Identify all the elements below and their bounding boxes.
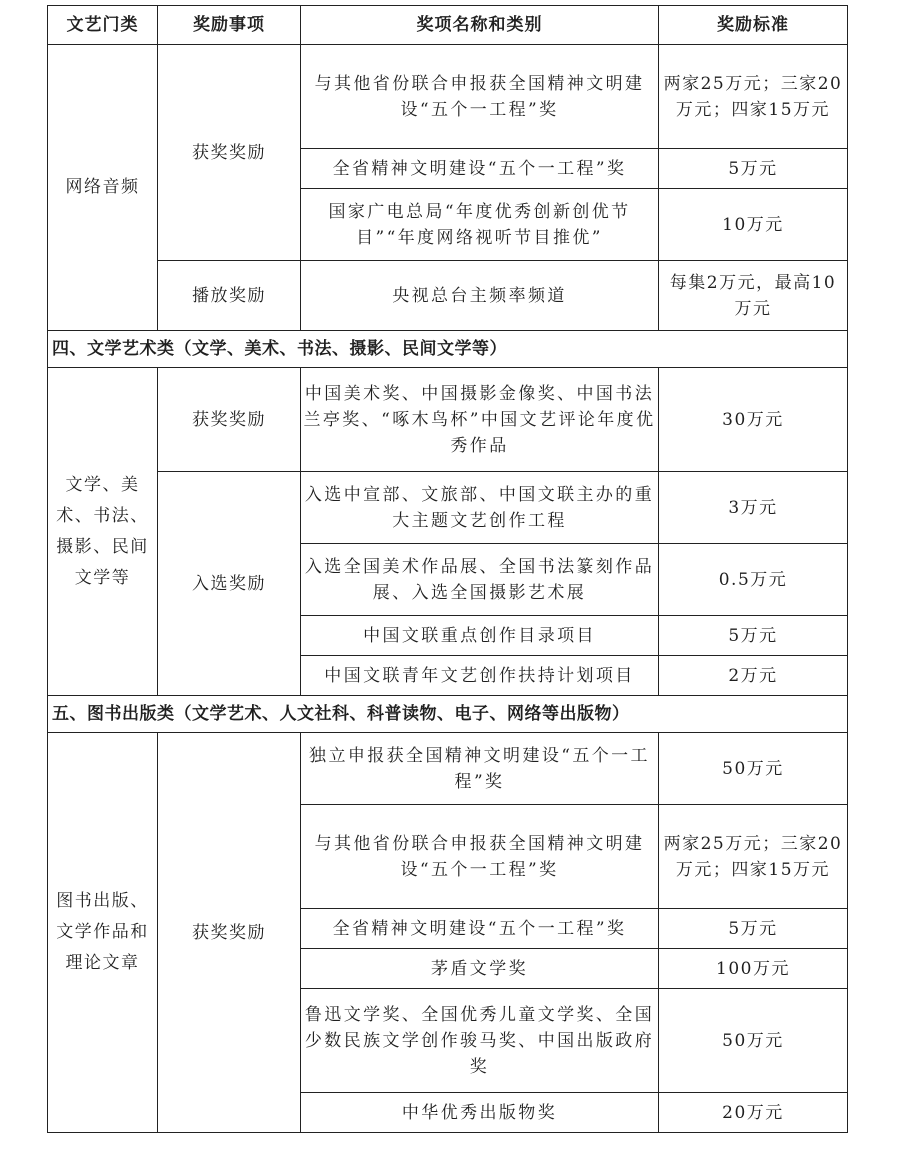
award-amount-cell: 5万元	[659, 909, 848, 949]
award-name-cell: 入选中宣部、文旅部、中国文联主办的重大主题文艺创作工程	[301, 472, 659, 544]
award-name-cell: 国家广电总局“年度优秀创新创优节目”“年度网络视听节目推优”	[301, 189, 659, 261]
category-cell: 网络音频	[48, 45, 158, 331]
award-amount-cell: 5万元	[659, 616, 848, 656]
award-amount-cell: 每集2万元，最高10万元	[659, 261, 848, 331]
header-award-name: 奖项名称和类别	[301, 6, 659, 45]
award-amount-cell: 3万元	[659, 472, 848, 544]
award-name-cell: 茅盾文学奖	[301, 949, 659, 989]
award-name-cell: 与其他省份联合申报获全国精神文明建设“五个一工程”奖	[301, 805, 659, 909]
award-type-cell: 获奖奖励	[158, 45, 301, 261]
award-amount-cell: 100万元	[659, 949, 848, 989]
award-name-cell: 全省精神文明建设“五个一工程”奖	[301, 909, 659, 949]
award-amount-cell: 20万元	[659, 1093, 848, 1133]
section-heading-literature-art: 四、文学艺术类（文学、美术、书法、摄影、民间文学等）	[48, 331, 848, 368]
section-row	[48, 331, 848, 368]
award-amount-cell: 5万元	[659, 149, 848, 189]
category-cell: 图书出版、文学作品和理论文章	[48, 733, 158, 1133]
award-type-cell: 获奖奖励	[158, 733, 301, 1133]
header-award-type: 奖励事项	[158, 6, 301, 45]
table-row	[48, 261, 848, 331]
award-type-cell: 获奖奖励	[158, 368, 301, 472]
award-type-cell: 入选奖励	[158, 472, 301, 696]
award-standards-table	[47, 5, 848, 1133]
award-name-cell: 全省精神文明建设“五个一工程”奖	[301, 149, 659, 189]
award-name-cell: 中华优秀出版物奖	[301, 1093, 659, 1133]
award-name-cell: 与其他省份联合申报获全国精神文明建设“五个一工程”奖	[301, 45, 659, 149]
award-amount-cell: 30万元	[659, 368, 848, 472]
table-row	[48, 472, 848, 544]
table-header-row	[48, 6, 848, 45]
award-name-cell: 独立申报获全国精神文明建设“五个一工程”奖	[301, 733, 659, 805]
header-category: 文艺门类	[48, 6, 158, 45]
award-name-cell: 央视总台主频率频道	[301, 261, 659, 331]
award-amount-cell: 两家25万元；三家20万元；四家15万元	[659, 45, 848, 149]
section-heading-books: 五、图书出版类（文学艺术、人文社科、科普读物、电子、网络等出版物）	[48, 696, 848, 733]
category-cell: 文学、美术、书法、摄影、民间文学等	[48, 368, 158, 696]
award-amount-cell: 50万元	[659, 733, 848, 805]
table-row	[48, 733, 848, 805]
award-amount-cell: 10万元	[659, 189, 848, 261]
header-award-standard: 奖励标准	[659, 6, 848, 45]
award-amount-cell: 0.5万元	[659, 544, 848, 616]
award-name-cell: 鲁迅文学奖、全国优秀儿童文学奖、全国少数民族文学创作骏马奖、中国出版政府奖	[301, 989, 659, 1093]
award-name-cell: 中国文联重点创作目录项目	[301, 616, 659, 656]
award-name-cell: 入选全国美术作品展、全国书法篆刻作品展、入选全国摄影艺术展	[301, 544, 659, 616]
table-row	[48, 368, 848, 472]
award-name-cell: 中国美术奖、中国摄影金像奖、中国书法兰亭奖、“啄木鸟杯”中国文艺评论年度优秀作品	[301, 368, 659, 472]
award-amount-cell: 两家25万元；三家20万元；四家15万元	[659, 805, 848, 909]
award-amount-cell: 50万元	[659, 989, 848, 1093]
award-name-cell: 中国文联青年文艺创作扶持计划项目	[301, 656, 659, 696]
table-row	[48, 45, 848, 149]
award-type-cell: 播放奖励	[158, 261, 301, 331]
section-row	[48, 696, 848, 733]
award-amount-cell: 2万元	[659, 656, 848, 696]
